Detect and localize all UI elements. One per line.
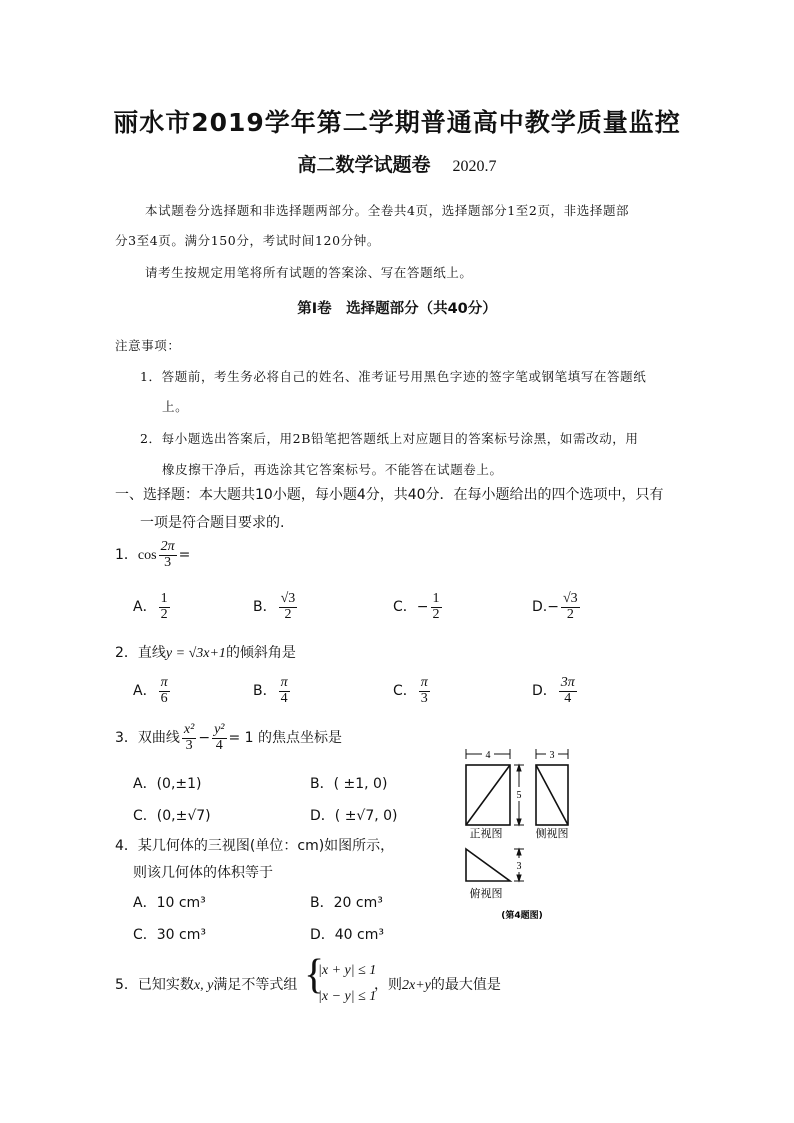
q3-minus: − — [198, 730, 211, 747]
q1-number: 1． — [115, 547, 138, 564]
top-view — [466, 849, 510, 881]
q5-mid: 满足不等式组 — [213, 977, 298, 993]
intro-line-1: 本试题卷分选择题和非选择题两部分。全卷共4页，选择题部分1至2页，非选择题部 — [145, 203, 630, 218]
note-1-line-2: 上。 — [162, 399, 189, 414]
q4-option-c: C．30 cm³ — [133, 927, 206, 943]
q2-d-den: 4 — [564, 690, 572, 706]
question-1 — [115, 540, 190, 570]
question-5-pre — [115, 974, 297, 994]
part-1-line-1: 一、选择题：本大题共10小题，每小题4分，共40分．在每小题给出的四个选项中，只有 — [115, 487, 664, 503]
q1-c-label: C．− — [393, 599, 429, 616]
q2-a-num: π — [160, 675, 168, 690]
q1-a-label: A． — [133, 599, 157, 616]
q1-c-den: 2 — [432, 606, 440, 622]
q4-option-d: D．40 cm³ — [310, 927, 384, 943]
top-depth-label: 3 — [516, 861, 522, 872]
intro-line-2: 分3至4页。满分150分，考试时间120分钟。 — [115, 233, 380, 248]
q3-option-d: D．( ±√7, 0) — [310, 808, 398, 824]
q5-vars: x, y — [193, 978, 214, 993]
q3-f1-den: 3 — [185, 737, 193, 753]
q1-cos: cos — [137, 548, 157, 564]
q1-d-den: 2 — [566, 606, 574, 622]
three-view-figure — [460, 745, 595, 925]
note-1-line-1: 1．答题前，考生务必将自己的姓名、准考证号用黑色字迹的签字笔或钢笔填写在答题纸 — [140, 369, 647, 384]
side-width-label: 3 — [549, 750, 555, 761]
q3-f2-den: 4 — [215, 737, 223, 753]
q1-fraction — [159, 540, 177, 570]
q1-c-num: 1 — [432, 591, 440, 606]
q1-a-frac — [159, 592, 170, 622]
q1-option-c — [393, 592, 444, 622]
q2-c-label: C． — [393, 683, 417, 700]
q1-d-frac — [561, 592, 580, 622]
q2-a-frac — [159, 676, 170, 706]
notes-heading: 注意事项： — [115, 338, 181, 353]
q1-b-label: B． — [253, 599, 277, 616]
q5-post-pre: ，则 — [374, 977, 402, 993]
q1-b-den: 2 — [284, 606, 292, 622]
q2-b-label: B． — [253, 683, 277, 700]
front-view — [466, 765, 510, 825]
q2-c-frac — [419, 676, 430, 706]
q3-pre: 3．双曲线 — [115, 730, 180, 747]
q1-a-den: 2 — [160, 606, 168, 622]
q2-a-den: 6 — [160, 690, 168, 706]
figure-caption: (第4题图) — [501, 911, 543, 921]
q2-d-label: D． — [532, 683, 557, 700]
q1-frac-den: 3 — [164, 554, 172, 570]
q1-b-num: √3 — [280, 591, 296, 606]
q2-post: 的倾斜角是 — [225, 645, 296, 661]
q3-frac-2 — [212, 723, 226, 753]
question-2 — [115, 642, 296, 662]
question-4-line-2: 则该几何体的体积等于 — [133, 865, 273, 881]
q2-d-num: 3π — [560, 675, 575, 690]
q2-option-a — [133, 676, 172, 706]
q1-option-a — [133, 592, 172, 622]
q1-equals: = — [178, 547, 191, 564]
q1-d-num: √3 — [562, 591, 578, 606]
question-4-line-1: 4．某几何体的三视图(单位：cm)如图所示， — [115, 838, 395, 854]
question-5-post — [374, 974, 501, 994]
q1-a-num: 1 — [160, 591, 168, 606]
part-1-line-2: 一项是符合题目要求的. — [140, 515, 285, 531]
q3-option-a: A．(0,±1) — [133, 776, 202, 792]
front-width-label: 4 — [485, 750, 491, 761]
side-view — [536, 765, 568, 825]
q2-c-den: 3 — [420, 690, 428, 706]
q2-option-b — [253, 676, 292, 706]
q2-b-frac — [279, 676, 290, 706]
q2-b-den: 4 — [280, 690, 288, 706]
q2-c-num: π — [420, 675, 428, 690]
q2-b-num: π — [280, 675, 288, 690]
side-view-label: 侧视图 — [535, 827, 569, 840]
front-view-label: 正视图 — [469, 827, 503, 840]
q1-c-frac — [431, 592, 442, 622]
q3-option-b: B．( ±1, 0) — [310, 776, 388, 792]
q3-frac-1 — [182, 723, 196, 753]
q5-pre: 5．已知实数 — [115, 977, 194, 993]
paper-subtitle — [0, 150, 794, 177]
q3-f2-num: y² — [214, 722, 225, 737]
note-2-line-2: 橡皮擦干净后，再选涂其它答案标号。不能答在试题卷上。 — [162, 462, 503, 477]
q5-post: 的最大值是 — [430, 977, 501, 993]
top-view-label: 俯视图 — [469, 887, 503, 900]
q2-a-label: A． — [133, 683, 157, 700]
question-3 — [115, 723, 342, 753]
q1-option-b — [253, 592, 299, 622]
q2-equation: y = √3x+1 — [165, 646, 226, 661]
q3-f1-num: x² — [183, 722, 195, 737]
q2-pre: 2．直线 — [115, 645, 166, 661]
q2-option-d — [532, 676, 579, 706]
q2-d-frac — [559, 676, 577, 706]
subtitle-text: 高二数学试题卷 — [297, 154, 431, 176]
q3-option-c: C．(0,±√7) — [133, 808, 211, 824]
section-title: 第Ⅰ卷 选择题部分（共40分） — [297, 301, 497, 317]
q1-option-d — [532, 592, 582, 622]
q1-b-frac — [279, 592, 298, 622]
q1-d-label: D.− — [532, 599, 559, 616]
q3-post: = 1 的焦点坐标是 — [228, 730, 343, 747]
q5-inequality-1: |x + y| ≤ 1 — [318, 963, 377, 978]
height-label: 5 — [516, 790, 522, 801]
q1-frac-num: 2π — [160, 539, 175, 554]
q5-system — [318, 958, 376, 1010]
note-2-line-1: 2．每小题选出答案后，用2B铅笔把答题纸上对应题目的答案标号涂黑，如需改动，用 — [140, 431, 639, 446]
q4-option-b: B．20 cm³ — [310, 895, 383, 911]
q5-inequality-2: |x − y| ≤ 1 — [318, 989, 377, 1004]
q4-option-a: A．10 cm³ — [133, 895, 206, 911]
q5-expression: 2x+y — [402, 978, 431, 993]
intro-line-3: 请考生按规定用笔将所有试题的答案涂、写在答题纸上。 — [145, 265, 473, 280]
page-title: 丽水市2019学年第二学期普通高中教学质量监控 — [113, 108, 681, 137]
q2-option-c — [393, 676, 432, 706]
q5-system-brace: { — [304, 952, 325, 998]
exam-date: 2020.7 — [452, 158, 497, 175]
